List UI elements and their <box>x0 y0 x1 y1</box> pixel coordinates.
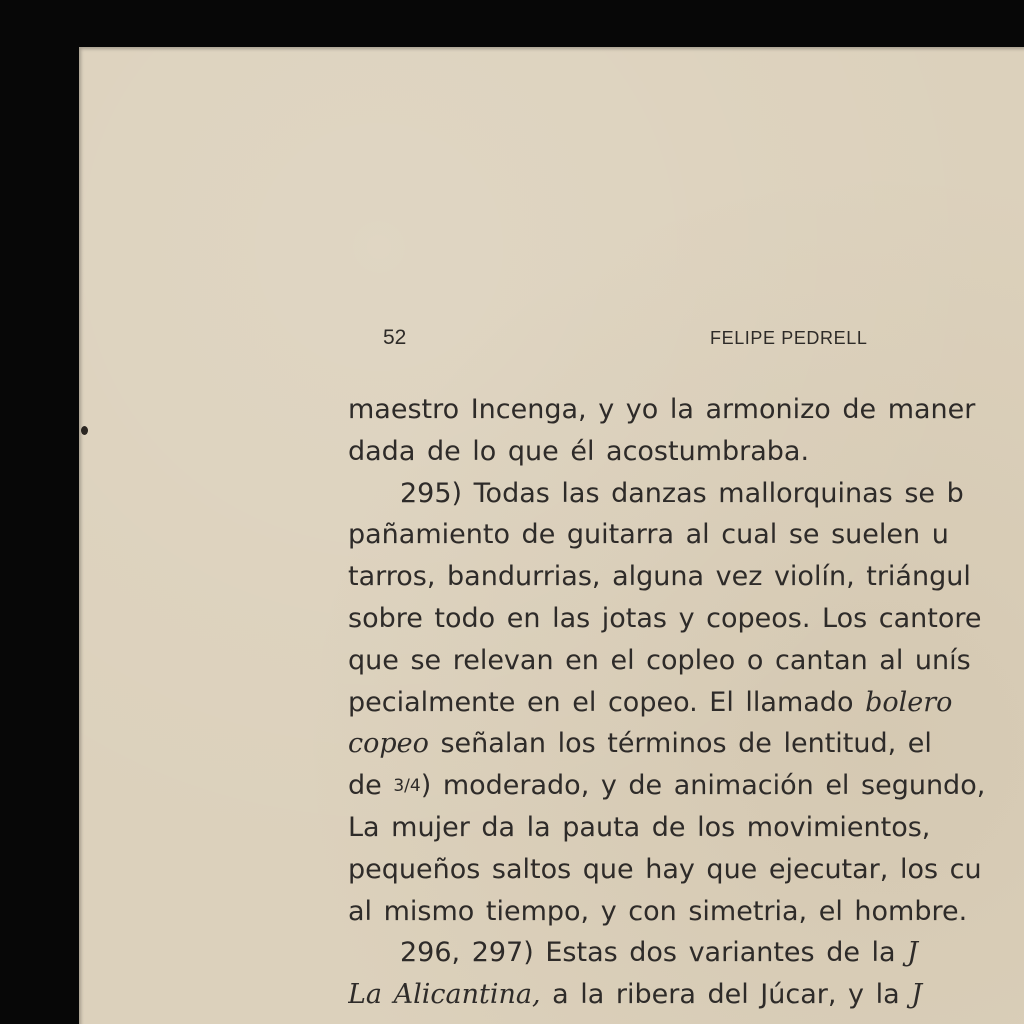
paragraph-start-line: 295) Todas las danzas mallorquinas se b <box>400 477 964 509</box>
text-run: señalan los términos de lentitud, el <box>428 728 932 760</box>
italic-term-copeo: copeo <box>348 728 429 760</box>
text-line: sobre todo en las jotas y copeos. Los cantore <box>348 602 982 634</box>
text-line: dada de lo que él acostumbraba. <box>348 435 810 467</box>
page-number: 52 <box>383 326 407 349</box>
text-run: pecialmente en el copeo. El llamado <box>348 686 866 718</box>
italic-term-bolero: bolero <box>865 686 953 718</box>
text-line: La mujer da la pauta de los movimientos, <box>348 811 931 843</box>
paragraph-start-line <box>348 932 1024 974</box>
text-line: pañamiento de guitarra al cual se suelen u <box>348 519 949 551</box>
text-line <box>348 682 1024 724</box>
text-line <box>348 723 1024 765</box>
text-run: a la ribera del Júcar, y la <box>540 979 912 1011</box>
italic-title-la-alicantina: La Alicantina, <box>348 979 541 1011</box>
italic-title-fragment: J <box>907 937 918 969</box>
text-line <box>348 974 1024 1016</box>
text-line: maestro Incenga, y yo la armonizo de maner <box>348 394 976 425</box>
author-running-head: FELIPE PEDRELL <box>710 328 868 348</box>
text-run: de <box>348 770 394 802</box>
italic-title-fragment: J <box>911 979 923 1011</box>
text-line: pequeños saltos que hay que ejecutar, los cu <box>348 853 982 885</box>
text-line <box>348 765 1024 807</box>
text-line: al mismo tiempo, y con simetria, el hombre. <box>348 895 968 927</box>
running-head <box>0 326 1024 352</box>
body-text <box>348 389 1024 1016</box>
text-line: tarros, bandurrias, alguna vez violín, triángul <box>348 561 971 593</box>
text-line: que se relevan en el copleo o cantan al unís <box>348 644 971 676</box>
text-run: ) moderado, y de animación el segundo, <box>420 770 986 802</box>
time-signature-fraction: 3/4 <box>393 776 421 797</box>
text-run: 296, 297) Estas dos variantes de la <box>400 937 908 969</box>
ink-speck <box>81 426 88 435</box>
